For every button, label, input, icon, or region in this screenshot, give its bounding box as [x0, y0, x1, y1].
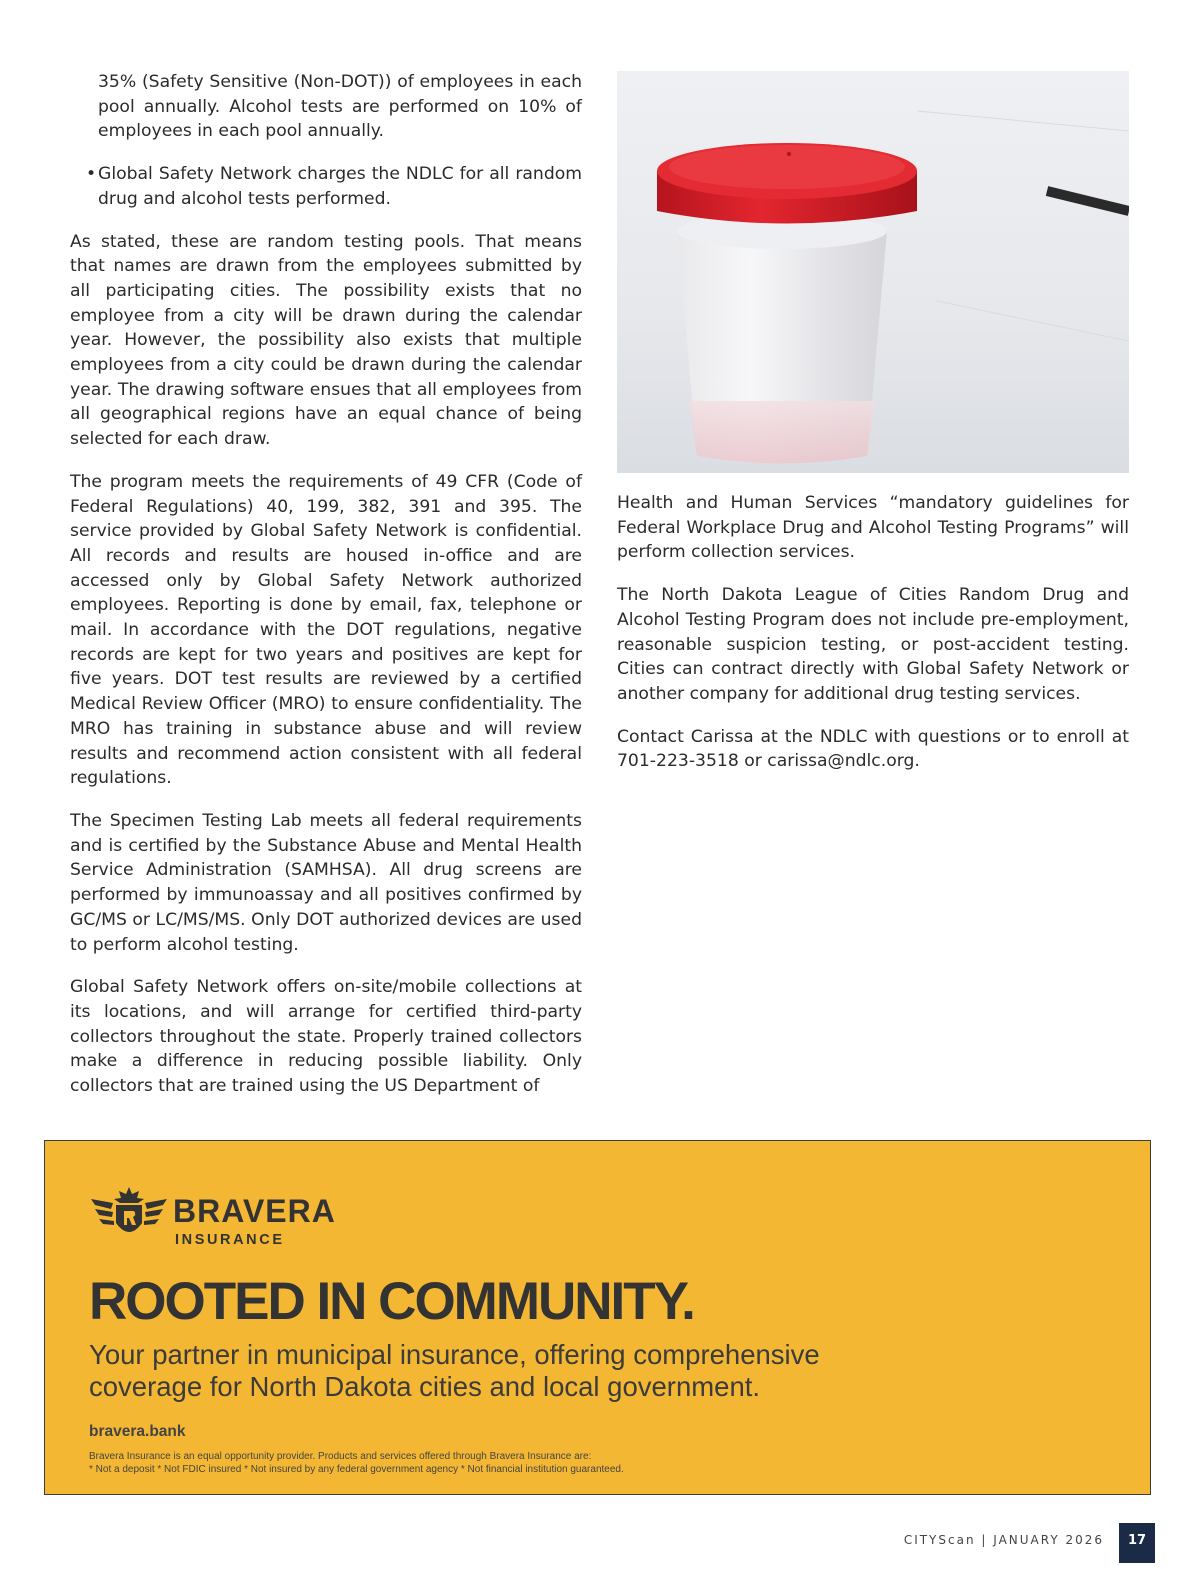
brand-name: BRAVERA [173, 1193, 336, 1229]
article-paragraph: The North Dakota League of Cities Random Drug and Alcohol Testing Program does not include pre-employment, reasonable suspicion testing, or post-accident testing. Cities can contract directly with Global Safety Network or another company for additional drug testing services. [617, 585, 1129, 704]
article-paragraph: 35% (Safety Sensitive (Non-DOT)) of employees in each pool annually. Alcohol tests are performed on 10% of employees in each pool annually. [98, 72, 582, 142]
article-paragraph: Global Safety Network offers on-site/mobile collections at its locations, and will arrange for certified third-party collectors throughout the state. Properly trained collectors make a difference in reducing possible liability. Only collectors that are trained using the US Department of [70, 977, 582, 1097]
article-right-column [617, 491, 1129, 792]
specimen-cup-photo [617, 71, 1129, 473]
article-paragraph: The program meets the requirements of 49 CFR (Code of Federal Regulations) 40, 199, 382, 391 and 395. The service provided by Global Safety Network is confidential. All records and results are housed in-office and are accessed only by Global Safety Network authorized employees. Reporting is done by email, fax, telephone or mail. In accordance with the DOT regulations, negative records are kept for two years and positives are kept for five years. DOT test results are reviewed by a certified Medical Review Officer (MRO) to ensure confidentiality. The MRO has training in substance abuse and will review results and recommend action consistent with all federal regulations. [70, 471, 582, 789]
pen-shape [1047, 191, 1129, 211]
bravera-logo-icon [89, 1185, 169, 1247]
ad-website-link[interactable]: bravera.bank [89, 1423, 186, 1440]
ad-headline: ROOTED IN COMMUNITY. [89, 1272, 694, 1331]
bravera-advertisement [44, 1140, 1151, 1495]
article-paragraph: As stated, these are random testing pools. That means that names are drawn from the employees submitted by all participating cities. The possibility exists that no employee from a city will be drawn during the calendar year. However, the possibility also exists that multiple employees from a city could be drawn during the calendar year. The drawing software ensues that all employees from all geographical regions have an equal chance of being selected for each draw. [70, 231, 582, 450]
article-paragraph: The Specimen Testing Lab meets all federal requirements and is certified by the Substance Abuse and Mental Health Service Administration (SAMHSA). All drug screens are performed by immunoassay and all positives confirmed by GC/MS or LC/MS/MS. Only DOT authorized devices are used to perform alcohol testing. [70, 810, 582, 955]
ad-subheadline: Your partner in municipal insurance, offering comprehensive coverage for North Dakota cities and local government. [89, 1339, 820, 1402]
article-paragraph: Health and Human Services “mandatory guidelines for Federal Workplace Drug and Alcohol Testing Programs” will perform collection services. [617, 493, 1129, 563]
disclaimer-line: * Not a deposit * Not FDIC insured * Not insured by any federal government agency * Not financial institution guaranteed. [89, 1464, 624, 1475]
disclaimer-line: Bravera Insurance is an equal opportunity provider. Products and services offered through Bravera Insurance are: [89, 1451, 592, 1462]
article-left-column [70, 70, 582, 1117]
brand-subtitle: INSURANCE [175, 1232, 285, 1248]
bullet-item: • Global Safety Network charges the NDLC for all random drug and alcohol tests performed. [70, 162, 582, 211]
publication-footer: CITYScan | JANUARY 2026 [903, 1533, 1104, 1547]
page-number-badge: 17 [1119, 1523, 1155, 1563]
ad-disclaimer [89, 1450, 624, 1476]
contact-paragraph: Contact Carissa at the NDLC with questions or to enroll at 701-223-3518 or carissa@ndlc.org. [617, 726, 1129, 772]
